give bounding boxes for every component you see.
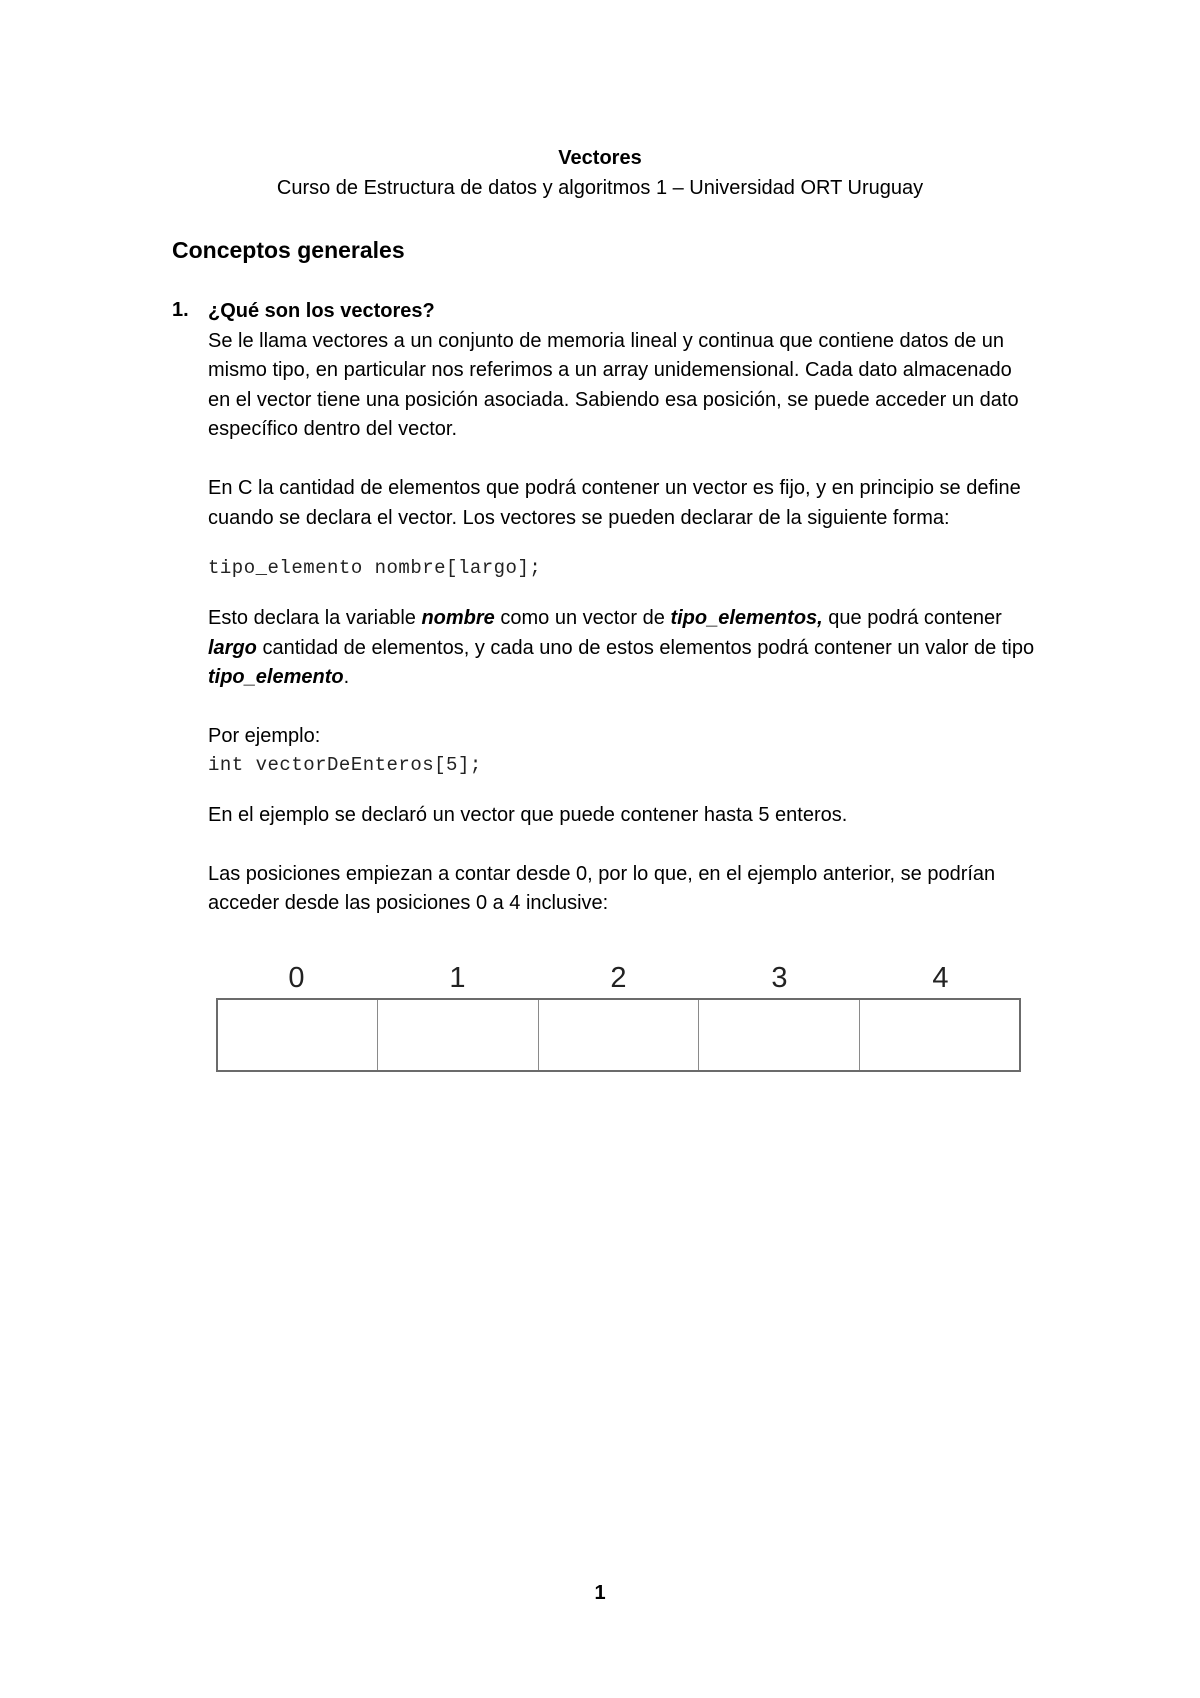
text-fragment: . xyxy=(343,666,350,688)
array-cell xyxy=(218,1000,378,1070)
document-title: Vectores xyxy=(558,147,642,169)
emphasis-nombre: nombre xyxy=(421,607,495,629)
array-index-label: 1 xyxy=(449,962,466,994)
emphasis-tipo-elemento: tipo_elemento xyxy=(208,666,344,688)
paragraph-gap xyxy=(208,830,1038,860)
text-fragment: que podrá contener xyxy=(822,607,1002,629)
paragraph-gap xyxy=(208,779,1038,801)
text-fragment: Esto declara la variable xyxy=(208,607,422,629)
code-declaration: tipo_elemento nombre[largo]; xyxy=(208,557,542,579)
array-cell xyxy=(860,1000,1019,1070)
array-cell xyxy=(378,1000,538,1070)
array-index-label: 3 xyxy=(771,962,788,994)
paragraph-gap xyxy=(208,693,1038,723)
paragraph-gap xyxy=(208,533,1038,555)
list-item-content xyxy=(208,297,1038,919)
paragraph-example-explanation: En el ejemplo se declaró un vector que puede contener hasta 5 enteros. xyxy=(208,803,848,826)
array-cells xyxy=(216,998,1021,1072)
paragraph-positions: Las posiciones empiezan a contar desde 0, por lo que, en el ejemplo anterior, se podrían acceder desde las posiciones 0 a 4 inclusive: xyxy=(208,862,996,914)
list-item-number: 1. xyxy=(172,299,189,321)
emphasis-largo: largo xyxy=(208,636,257,659)
section-heading: Conceptos generales xyxy=(172,237,405,263)
emphasis-tipo-elementos: tipo_elementos, xyxy=(670,607,823,629)
array-index-label: 0 xyxy=(288,962,305,994)
text-fragment: cantidad de elementos, y cada uno de estos elementos podrá contener un valor de tipo xyxy=(256,636,1035,659)
paragraph-gap xyxy=(208,582,1038,604)
array-diagram xyxy=(216,958,1021,1072)
code-example: int vectorDeEnteros[5]; xyxy=(208,753,482,776)
page-number: 1 xyxy=(594,1582,606,1604)
array-index-label: 4 xyxy=(932,962,949,994)
document-subtitle: Curso de Estructura de datos y algoritmos 1 – Universidad ORT Uruguay xyxy=(276,177,924,199)
array-index-label: 2 xyxy=(610,962,627,994)
question-heading: ¿Qué son los vectores? xyxy=(208,300,435,322)
array-cell xyxy=(539,1000,699,1070)
array-cell xyxy=(699,1000,859,1070)
paragraph-declaration: En C la cantidad de elementos que podrá contener un vector es fijo, y en principio se define cuando se declara el vector. Los vectores se pueden declarar de la siguiente forma: xyxy=(208,477,1021,529)
text-fragment: como un vector de xyxy=(494,607,671,629)
paragraph-definition: Se le llama vectores a un conjunto de memoria lineal y continua que contiene datos de un mismo tipo, en particular nos referimos a un array unidemensional. Cada dato almacenado en el vector tiene una posición asociada. Sabiendo esa posición, se puede acceder un dato específico dentro del vector. xyxy=(208,329,1019,440)
paragraph-explanation xyxy=(208,604,1038,693)
example-label: Por ejemplo: xyxy=(208,725,321,747)
paragraph-gap xyxy=(208,445,1038,475)
array-index-row xyxy=(216,958,1021,998)
